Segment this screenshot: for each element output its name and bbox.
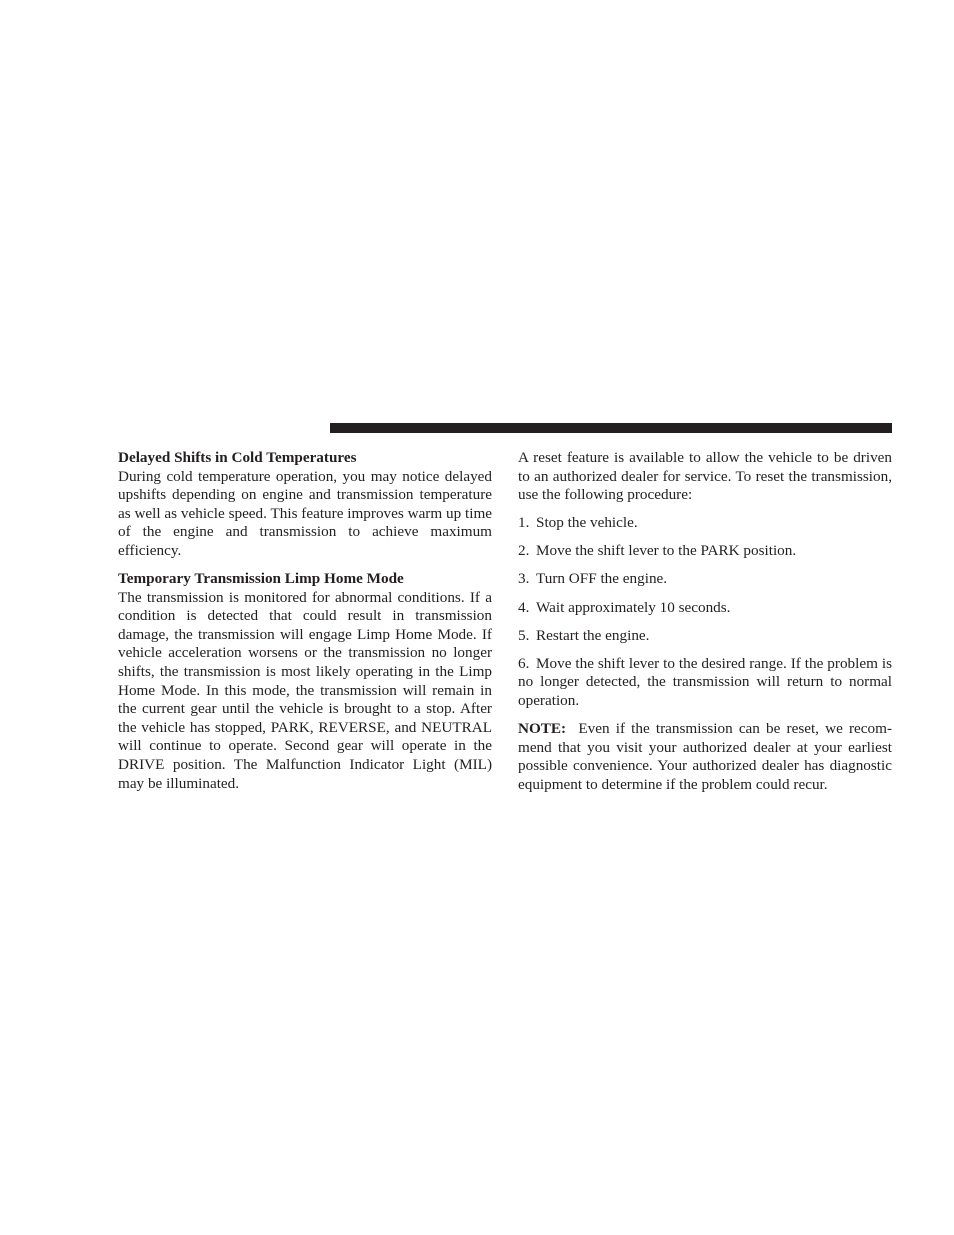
step-number: 2. (518, 542, 530, 560)
section-heading-cold-shifts: Delayed Shifts in Cold Temperatures (118, 449, 357, 466)
step-number: 6. (518, 654, 530, 672)
section-rule (330, 423, 892, 433)
step-text: Wait approximately 10 seconds. (536, 598, 731, 616)
step-text: Restart the engine. (536, 626, 650, 644)
section-body-limp-home: The transmission is monitored for abnormal conditions. If a condition is detected that could result in transmission damage, the transmission will engage Limp Home Mode. If vehicle acceleration worsens or the transmission no longer shifts, the transmission is most likely operating in the Limp Home Mode. In this mode, the transmission will remain in the current gear until the vehicle is brought to a stop. After the vehicle has stopped, PARK, REVERSE, and NEUTRAL will continue to operate. Second gear will operate in the DRIVE position. The Malfunction Indicator Light (MIL) may be illuminated. (118, 588, 492, 792)
procedure-step (518, 627, 892, 646)
section-heading-limp-home: Temporary Transmission Limp Home Mode (118, 570, 404, 588)
procedure-step (518, 599, 892, 618)
left-column (118, 449, 492, 793)
paragraph-gap (518, 617, 892, 627)
step-number: 4. (518, 598, 530, 616)
right-column (518, 449, 892, 794)
paragraph-gap (518, 561, 892, 571)
step-number: 1. (518, 514, 530, 532)
paragraph-gap (118, 561, 492, 571)
paragraph-gap (518, 589, 892, 599)
note-label: NOTE: (518, 720, 567, 738)
step-text: Stop the vehicle. (536, 514, 638, 532)
section-body-cold-shifts: During cold temperature operation, you may notice delayed upshifts depending on engine and transmission temperature as well as vehicle speed. This feature improves warm up time of the engine and transmission to achieve maximum efficiency. (118, 467, 492, 559)
procedure-step (518, 655, 892, 711)
step-text: Turn OFF the engine. (536, 570, 668, 588)
step-text: Move the shift lever to the PARK position. (536, 542, 797, 560)
note-paragraph (518, 720, 892, 794)
paragraph-gap (518, 505, 892, 515)
paragraph-gap (518, 533, 892, 543)
step-text: Move the shift lever to the desired range. If the problem is no longer detected, the transmission will return to normal operation. (518, 654, 892, 709)
paragraph-gap (518, 645, 892, 655)
paragraph-gap (518, 711, 892, 721)
note-text: Even if the transmission can be reset, we recommend that you visit your authorized dealer at your earliest possible convenience. Your authorized dealer has diagnostic equipment to determine if the problem could recur. (518, 720, 892, 793)
procedure-step (518, 514, 892, 533)
procedure-step (518, 542, 892, 561)
procedure-step (518, 570, 892, 589)
step-number: 5. (518, 626, 530, 644)
reset-intro: A reset feature is available to allow the vehicle to be driven to an authorized dealer for service. To reset the transmission, use the following procedure: (518, 449, 892, 504)
step-number: 3. (518, 570, 530, 588)
